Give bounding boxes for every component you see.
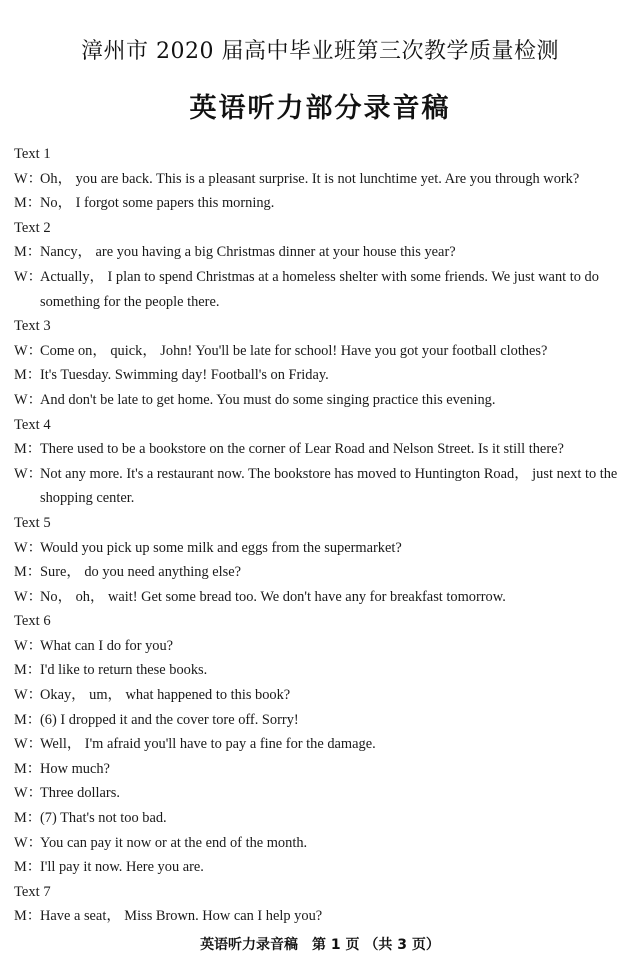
speaker-label: M：: [14, 195, 42, 212]
utterance-text: You can pay it now or at the end of the month.: [40, 834, 308, 851]
utterance: [14, 191, 628, 216]
speaker-label: W：: [14, 539, 42, 556]
speaker-label: W：: [14, 637, 42, 654]
utterance-text: It's Tuesday. Swimming day! Football's on Friday.: [40, 367, 329, 384]
utterance-text: I'll pay it now. Here you are.: [40, 859, 204, 876]
speaker-label: W：: [14, 342, 42, 359]
utterance-text: Come on， quick， John! You'll be late for school! Have you got your football clothes?: [40, 342, 548, 359]
utterance-text: And don't be late to get home. You must do some singing practice this evening.: [40, 391, 496, 408]
speaker-label: W：: [14, 785, 42, 802]
speaker-label: M：: [14, 810, 42, 827]
utterance: [14, 560, 628, 585]
utterance-text: How much?: [40, 760, 110, 777]
utterance-text: Well， I'm afraid you'll have to pay a fine for the damage.: [40, 736, 376, 753]
exam-title: 漳州市 2020 届高中毕业班第三次教学质量检测: [81, 39, 559, 64]
utterance-text: Oh， you are back. This is a pleasant surprise. It is not lunchtime yet. Are you through work?: [40, 170, 580, 187]
speaker-label: M：: [14, 564, 42, 581]
utterance-text: No， oh， wait! Get some bread too. We don't have any for breakfast tomorrow.: [40, 588, 506, 605]
utterance: [14, 683, 628, 708]
text-1-heading: Text 1: [14, 146, 51, 162]
utterance: [14, 757, 628, 782]
speaker-label: W：: [14, 687, 42, 704]
speaker-label: W：: [14, 736, 42, 753]
speaker-label: W：: [14, 391, 42, 408]
utterance: [14, 732, 628, 757]
utterance: [14, 634, 628, 659]
text-5-heading: Text 5: [14, 514, 51, 531]
speaker-label: M：: [14, 859, 42, 876]
utterance-text: Would you pick up some milk and eggs from the supermarket?: [40, 539, 402, 556]
utterance: [14, 437, 628, 462]
text-6-heading: Text 6: [14, 613, 51, 630]
text-7-heading: Text 7: [14, 883, 51, 900]
speaker-label: M：: [14, 711, 42, 728]
utterance-text: There used to be a bookstore on the corner of Lear Road and Nelson Street. Is it still there?: [40, 441, 564, 458]
speaker-label: M：: [14, 662, 42, 679]
utterance-text: Actually， I plan to spend Christmas at a homeless shelter with some friends. We just want to do something for the people there.: [40, 268, 599, 310]
utterance-text: What can I do for you?: [40, 637, 174, 654]
document-title: 英语听力部分录音稿: [189, 93, 451, 124]
speaker-label: W：: [14, 170, 42, 187]
text-4-heading: Text 4: [14, 416, 51, 433]
speaker-label: M：: [14, 367, 42, 384]
speaker-label: M：: [14, 908, 42, 925]
utterance: [14, 904, 628, 929]
utterance-text: Okay， um， what happened to this book?: [40, 687, 291, 704]
page-footer: 英语听力录音稿 第 1 页 （共 3 页）: [200, 937, 440, 953]
speaker-label: W：: [14, 268, 42, 285]
speaker-label: W：: [14, 834, 42, 851]
utterance: [14, 388, 628, 413]
speaker-label: W：: [14, 465, 42, 482]
utterance: [14, 855, 628, 880]
speaker-label: W：: [14, 588, 42, 605]
text-2-heading: Text 2: [14, 219, 51, 236]
utterance-text: Not any more. It's a restaurant now. The bookstore has moved to Huntington Road， just next to the shopping center.: [40, 465, 618, 507]
utterance: [14, 167, 628, 192]
utterance: [14, 240, 628, 265]
speaker-label: M：: [14, 441, 42, 458]
transcript-body: [14, 142, 628, 929]
utterance: [14, 363, 628, 388]
utterance: [14, 536, 628, 561]
utterance: [14, 831, 628, 856]
utterance: [14, 265, 628, 314]
speaker-label: M：: [14, 244, 42, 261]
utterance: [14, 585, 628, 610]
utterance: [14, 658, 628, 683]
utterance: [14, 462, 628, 511]
utterance-text: (6) I dropped it and the cover tore off. Sorry!: [40, 711, 299, 728]
utterance: [14, 339, 628, 364]
utterance-text: Three dollars.: [40, 785, 120, 802]
utterance-text: No， I forgot some papers this morning.: [40, 195, 275, 212]
utterance: [14, 781, 628, 806]
text-3-heading: Text 3: [14, 318, 51, 335]
speaker-label: M：: [14, 760, 42, 777]
utterance-text: Nancy， are you having a big Christmas dinner at your house this year?: [40, 244, 456, 261]
utterance-text: (7) That's not too bad.: [40, 810, 167, 827]
utterance: [14, 708, 628, 733]
utterance: [14, 806, 628, 831]
utterance-text: Sure， do you need anything else?: [40, 564, 242, 581]
utterance-text: I'd like to return these books.: [40, 662, 208, 679]
utterance-text: Have a seat， Miss Brown. How can I help you?: [40, 908, 323, 925]
